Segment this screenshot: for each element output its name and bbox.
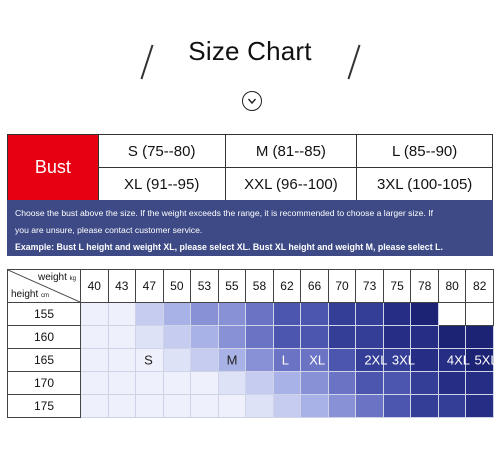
size-grid — [7, 269, 498, 418]
size-label-3xl: 3XL — [391, 352, 415, 368]
grid-cell — [81, 303, 109, 326]
grid-cell — [218, 395, 246, 418]
grid-cell — [356, 303, 384, 326]
grid-cell — [81, 349, 109, 372]
weight-62: 62 — [273, 270, 301, 303]
grid-cell — [328, 372, 356, 395]
height-155: 155 — [8, 303, 81, 326]
grid-cell — [301, 326, 329, 349]
grid-cell — [136, 395, 164, 418]
grid-cell — [466, 372, 494, 395]
bust-size-xxl: XXL (96--100) — [225, 168, 357, 201]
height-row-165 — [8, 349, 494, 372]
grid-cell — [273, 303, 301, 326]
grid-cell — [191, 303, 219, 326]
size-label-xl: XL — [309, 352, 326, 368]
weight-70: 70 — [328, 270, 356, 303]
grid-cell — [273, 372, 301, 395]
weight-53: 53 — [191, 270, 219, 303]
grid-cell — [328, 349, 356, 372]
grid-cell — [191, 326, 219, 349]
grid-cell — [246, 326, 274, 349]
bust-label: Bust — [8, 135, 99, 201]
note-line-1: Choose the bust above the size. If the weight exceeds the range, it is recommended to choose a larger size. If — [15, 208, 433, 218]
grid-cell — [301, 395, 329, 418]
grid-cell — [356, 326, 384, 349]
weight-50: 50 — [163, 270, 191, 303]
grid-cell — [163, 303, 191, 326]
grid-cell — [81, 395, 109, 418]
grid-cell — [383, 395, 411, 418]
grid-cell — [411, 349, 439, 372]
grid-cell — [301, 303, 329, 326]
grid-cell — [136, 372, 164, 395]
size-label-s: S — [144, 352, 153, 368]
bust-size-xl: XL (91--95) — [98, 168, 225, 201]
height-165: 165 — [8, 349, 81, 372]
weight-75: 75 — [383, 270, 411, 303]
grid-cell — [383, 303, 411, 326]
size-label-4xl: 4XL — [446, 352, 471, 368]
chevron-down-icon — [242, 91, 262, 111]
weight-55: 55 — [218, 270, 246, 303]
grid-cell — [108, 303, 136, 326]
page-title: Size Chart — [188, 36, 312, 66]
grid-cell — [356, 372, 384, 395]
grid-cell — [438, 372, 466, 395]
weight-80: 80 — [438, 270, 466, 303]
grid-cell — [108, 395, 136, 418]
grid-cell — [466, 303, 494, 326]
weight-58: 58 — [246, 270, 274, 303]
bust-size-l: L (85--90) — [357, 135, 493, 168]
grid-cell — [328, 303, 356, 326]
grid-cell — [163, 372, 191, 395]
height-row-175 — [8, 395, 494, 418]
grid-corner — [8, 270, 81, 303]
grid-cell — [273, 326, 301, 349]
weight-axis-label: weight kg — [37, 272, 76, 283]
size-label-m: M — [226, 352, 238, 368]
grid-cell — [383, 349, 415, 372]
grid-cell — [136, 326, 164, 349]
grid-cell — [108, 372, 136, 395]
grid-cell — [163, 326, 191, 349]
height-row-155 — [8, 303, 494, 326]
grid-cell — [301, 372, 329, 395]
grid-cell — [466, 326, 494, 349]
grid-cell — [191, 349, 219, 372]
grid-cell — [356, 395, 384, 418]
weight-40: 40 — [81, 270, 109, 303]
size-label-2xl: 2XL — [364, 352, 388, 368]
size-label-l: L — [281, 352, 289, 368]
grid-cell — [163, 395, 191, 418]
grid-cell — [81, 326, 109, 349]
grid-cell — [438, 303, 466, 326]
bust-size-3xl: 3XL (100-105) — [357, 168, 493, 201]
grid-cell — [411, 395, 439, 418]
grid-cell — [246, 303, 274, 326]
weight-78: 78 — [411, 270, 439, 303]
note-example: Example: Bust L height and weight XL, please select XL. Bust XL height and weight M, please select L. — [15, 242, 443, 252]
grid-cell — [383, 372, 411, 395]
grid-cell — [466, 349, 498, 372]
grid-cell — [301, 349, 329, 372]
grid-cell — [273, 395, 301, 418]
grid-cell — [136, 349, 164, 372]
grid-cell — [466, 395, 494, 418]
height-row-160 — [8, 326, 494, 349]
grid-cell — [81, 372, 109, 395]
weight-47: 47 — [136, 270, 164, 303]
height-axis-label: height cm — [11, 289, 50, 300]
grid-cell — [246, 349, 274, 372]
grid-cell — [383, 326, 411, 349]
grid-cell — [411, 303, 439, 326]
grid-cell — [191, 372, 219, 395]
grid-cell — [163, 349, 191, 372]
grid-cell — [108, 326, 136, 349]
weight-43: 43 — [108, 270, 136, 303]
grid-cell — [218, 303, 246, 326]
weight-73: 73 — [356, 270, 384, 303]
size-label-5xl: 5XL — [474, 352, 498, 368]
grid-cell — [218, 372, 246, 395]
weight-header-row — [8, 270, 494, 303]
grid-cell — [438, 395, 466, 418]
grid-cell — [136, 303, 164, 326]
grid-cell — [411, 372, 439, 395]
height-175: 175 — [8, 395, 81, 418]
grid-cell — [356, 349, 388, 372]
grid-cell — [328, 395, 356, 418]
grid-cell — [273, 349, 301, 372]
header — [0, 0, 500, 120]
grid-cell — [218, 326, 246, 349]
grid-cell — [246, 372, 274, 395]
note-line-2: you are unsure, please contact customer service. — [15, 225, 203, 235]
bust-table — [7, 134, 493, 201]
weight-66: 66 — [301, 270, 329, 303]
bust-size-m: M (81--85) — [225, 135, 357, 168]
height-170: 170 — [8, 372, 81, 395]
grid-cell — [191, 395, 219, 418]
height-row-170 — [8, 372, 494, 395]
height-160: 160 — [8, 326, 81, 349]
instruction-note — [7, 200, 493, 256]
grid-cell — [411, 326, 439, 349]
grid-cell — [246, 395, 274, 418]
bust-size-s: S (75--80) — [98, 135, 225, 168]
grid-cell — [108, 349, 136, 372]
grid-cell — [218, 349, 246, 372]
weight-82: 82 — [466, 270, 494, 303]
grid-cell — [438, 326, 466, 349]
grid-cell — [438, 349, 471, 372]
grid-cell — [328, 326, 356, 349]
